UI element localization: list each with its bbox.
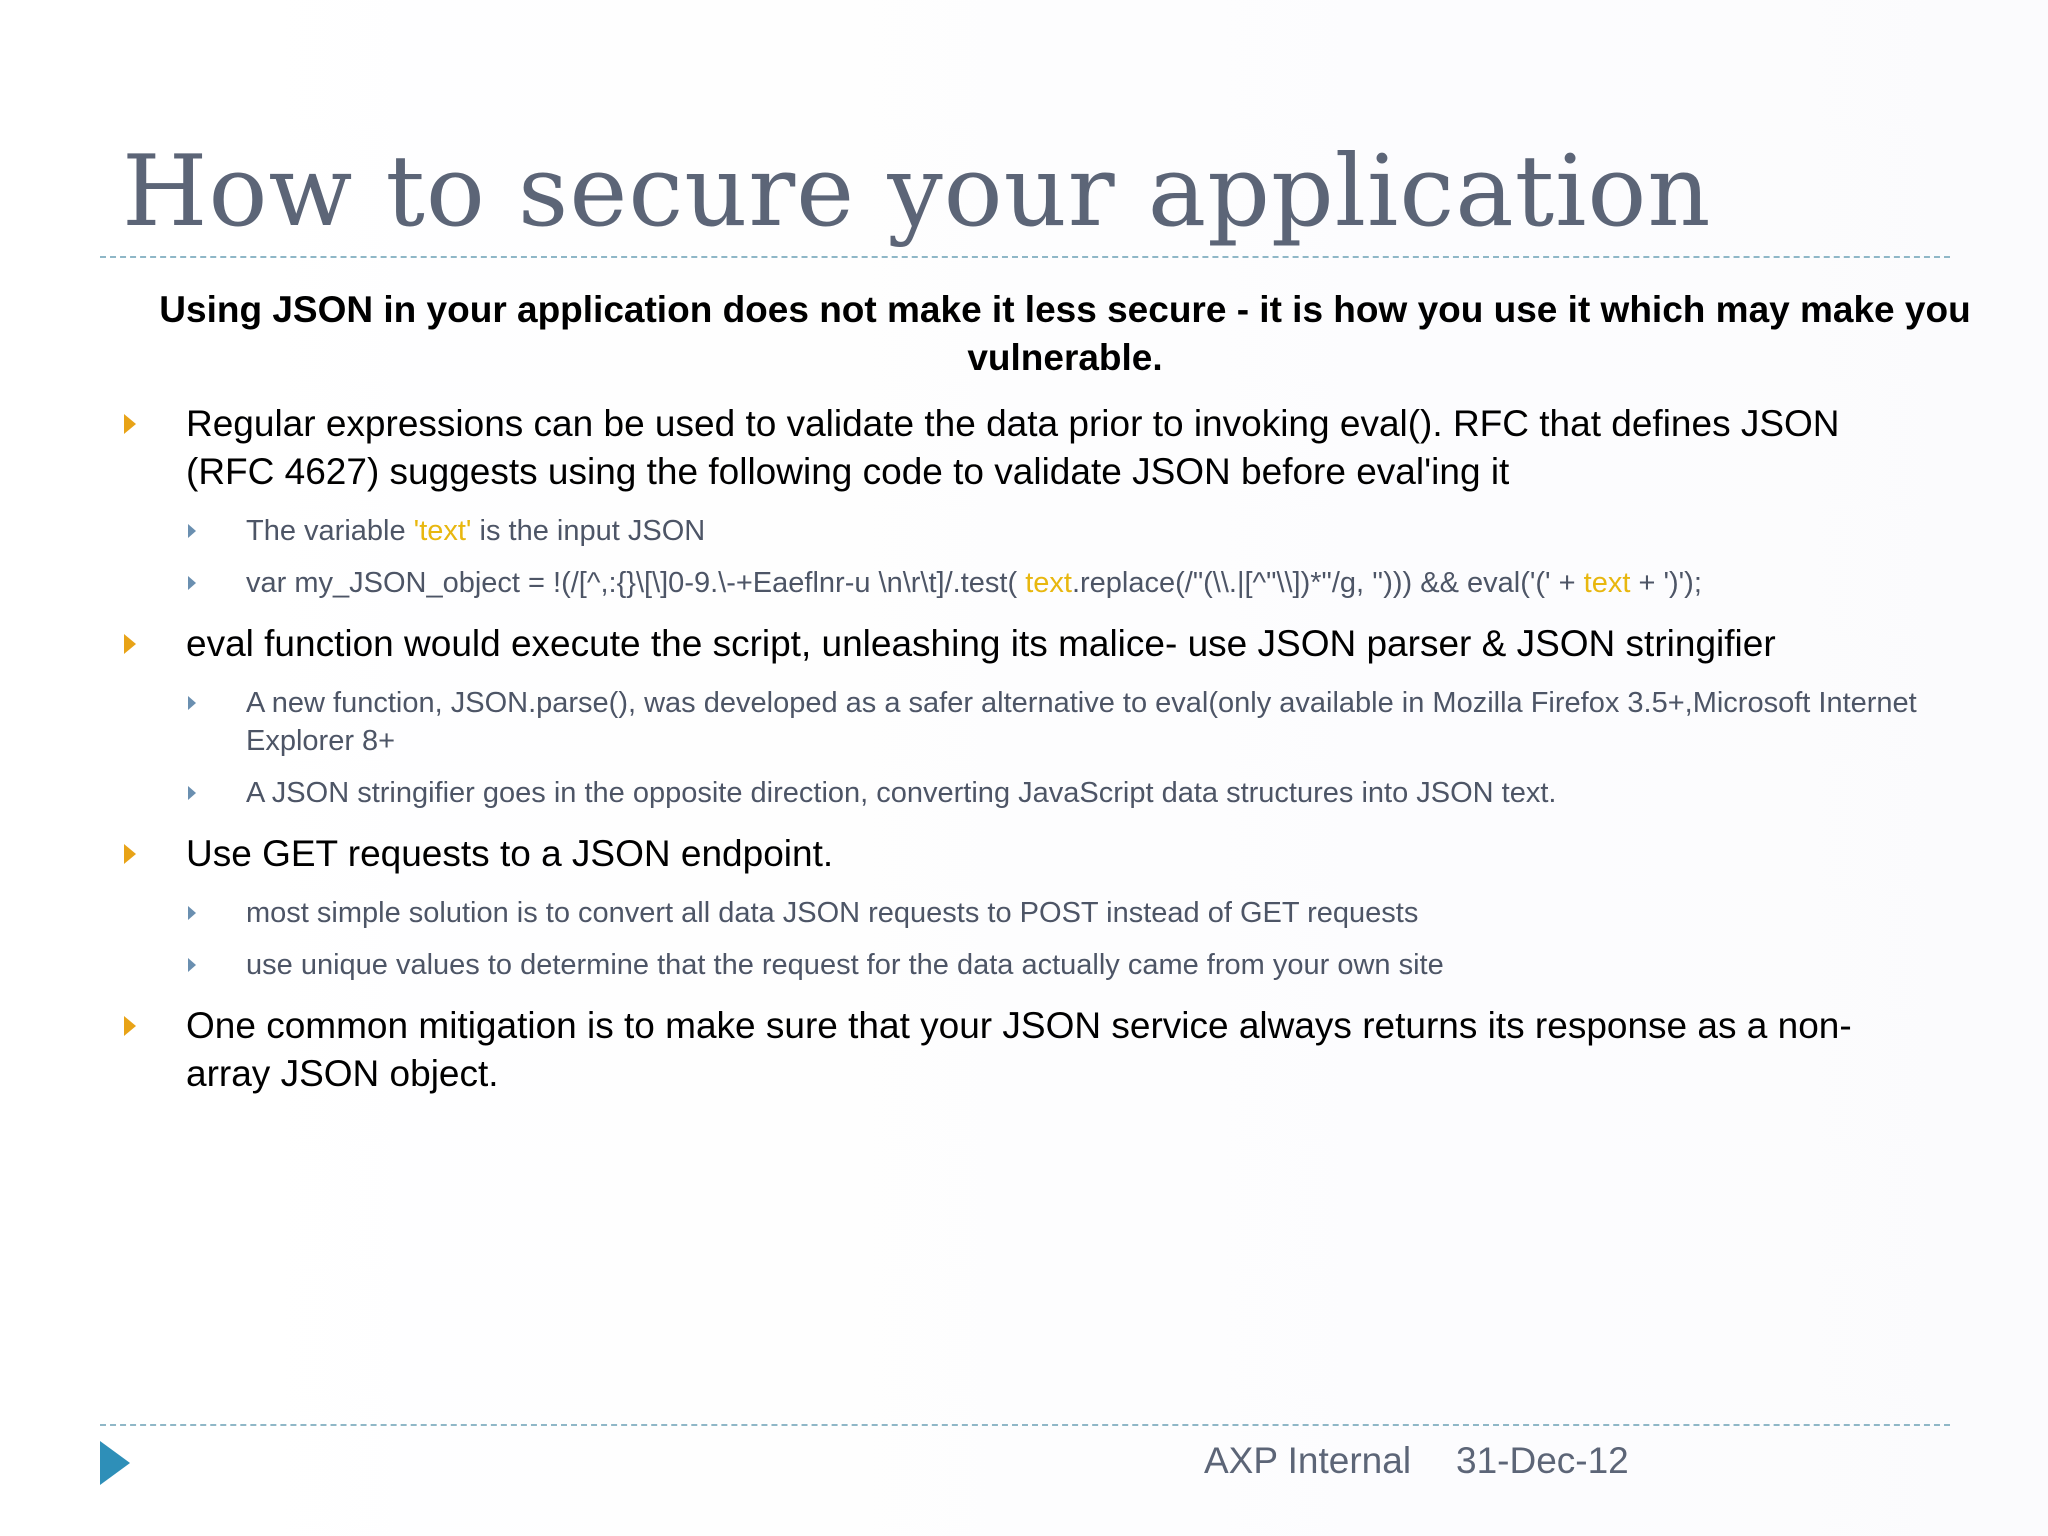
footer-divider — [100, 1424, 1950, 1426]
sub-bullet-item — [186, 894, 1920, 932]
sub-bullet-text: use unique values to determine that the request for the data actually came from your own site — [246, 949, 1444, 981]
bullet-text: Regular expressions can be used to validate the data prior to invoking eval(). RFC that defines JSON (RFC 4627) suggests using the following code to validate JSON before eval'ing it — [186, 403, 1840, 492]
title-divider — [100, 256, 1950, 258]
bullet-arrow-icon — [124, 1016, 136, 1036]
sub-bullet-text: is the input JSON — [471, 515, 706, 547]
bullet-group — [120, 1002, 1920, 1098]
sub-bullet-text: The variable — [246, 515, 414, 547]
footer-company: AXP Internal — [1204, 1440, 1412, 1481]
code-text: + ')'); — [1630, 567, 1702, 599]
play-triangle-icon — [100, 1441, 130, 1485]
sub-bullet-item — [186, 684, 1920, 760]
sub-bullet-arrow-icon — [188, 696, 196, 710]
bullet-group — [120, 620, 1920, 812]
highlight-text: text — [1025, 567, 1072, 599]
bullet-text: One common mitigation is to make sure that your JSON service always returns its response as a non-array JSON object. — [186, 1005, 1852, 1094]
sub-bullet-item — [186, 774, 1920, 812]
sub-bullet-arrow-icon — [188, 524, 196, 538]
bullet-item — [120, 620, 1920, 668]
bullet-group — [120, 400, 1920, 602]
code-text: var my_JSON_object = !(/[^,:{}\[\]0-9.\-+Eaeflnr-u \n\r\t]/.test( — [246, 567, 1026, 599]
bullet-arrow-icon — [124, 634, 136, 654]
bullet-arrow-icon — [124, 844, 136, 864]
bullet-text: Use GET requests to a JSON endpoint. — [186, 833, 834, 874]
footer-date: 31-Dec-12 — [1456, 1440, 1629, 1481]
slide-title: How to secure your application — [122, 135, 1712, 249]
sub-bullet-arrow-icon — [188, 958, 196, 972]
slide-subtitle: Using JSON in your application does not make it less secure - it is how you use it which may make you vulnerable. — [159, 289, 1971, 378]
sub-bullet-item — [186, 564, 1920, 602]
bullet-item — [120, 830, 1920, 878]
sub-bullet-item — [186, 512, 1920, 550]
code-text: .replace(/"(\\.|[^"\\])*"/g, ''))) && eval('(' + — [1071, 567, 1584, 599]
bullet-arrow-icon — [124, 414, 136, 434]
bullet-item — [120, 1002, 1920, 1098]
bullet-text: eval function would execute the script, unleashing its malice- use JSON parser & JSON stringifier — [186, 623, 1776, 664]
highlight-text: text — [1583, 567, 1631, 599]
sub-bullet-text: A new function, JSON.parse(), was developed as a safer alternative to eval(only available in Mozilla Firefox 3.5+,Microsoft Internet Explorer 8+ — [246, 687, 1917, 757]
bullet-item — [120, 400, 1920, 496]
bullet-group — [120, 830, 1920, 984]
sub-bullet-arrow-icon — [188, 786, 196, 800]
sub-bullet-text: A JSON stringifier goes in the opposite direction, converting JavaScript data structures into JSON text. — [246, 777, 1557, 809]
sub-bullet-text: most simple solution is to convert all data JSON requests to POST instead of GET requests — [246, 897, 1419, 929]
sub-bullet-item — [186, 946, 1920, 984]
sub-bullet-arrow-icon — [188, 906, 196, 920]
bullet-list — [120, 400, 1920, 1116]
highlight-text: 'text' — [413, 515, 472, 547]
sub-bullet-arrow-icon — [188, 576, 196, 590]
